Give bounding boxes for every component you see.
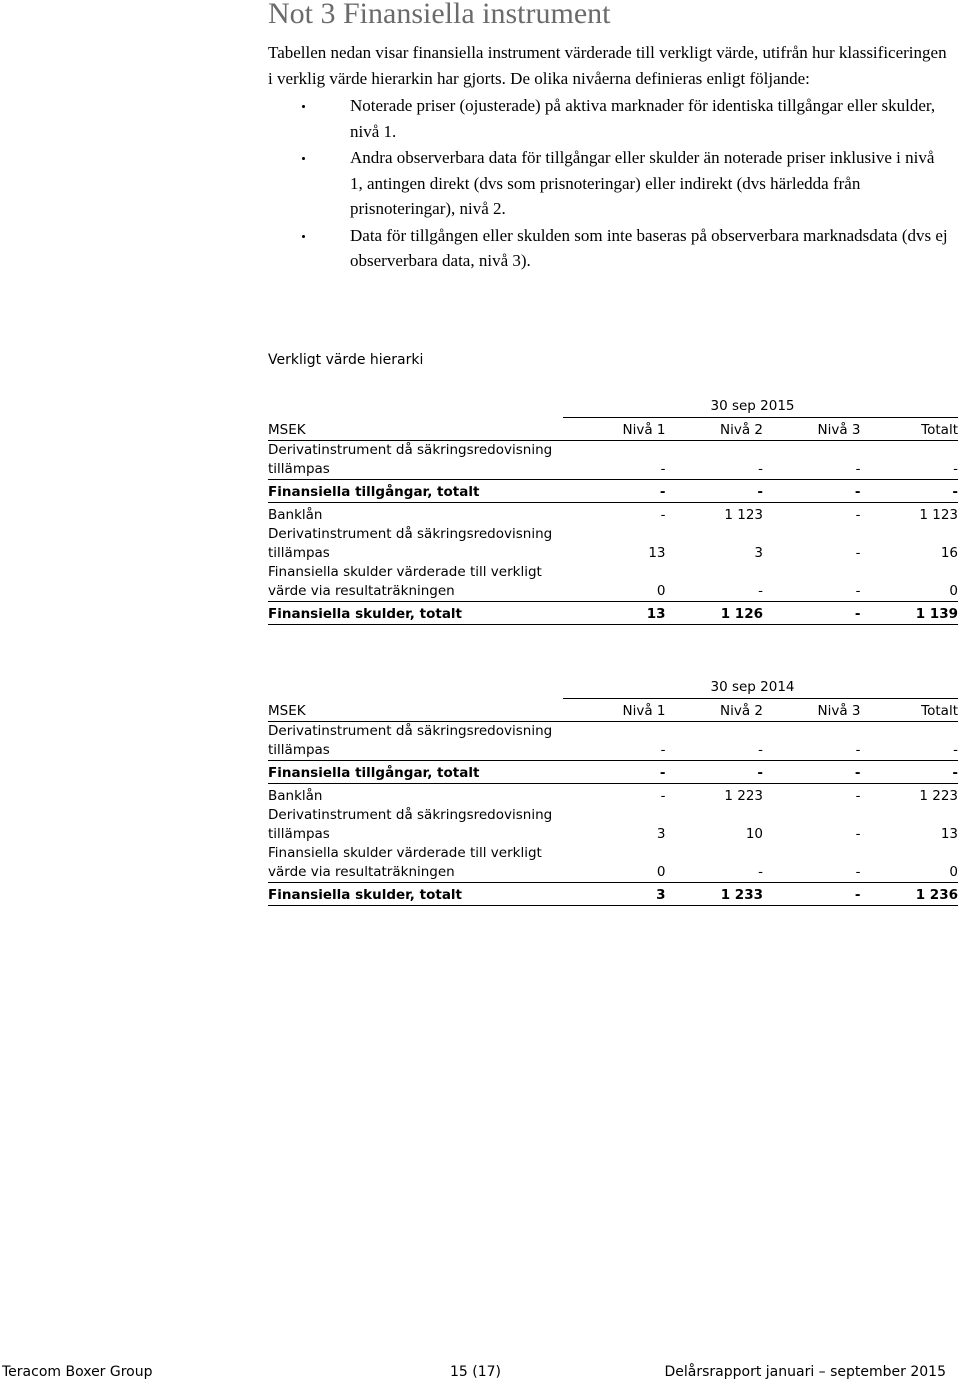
cell: 0 bbox=[949, 583, 958, 599]
cell: - bbox=[660, 461, 666, 477]
bullet-icon bbox=[302, 157, 305, 160]
bullet-icon bbox=[302, 105, 305, 108]
cell: 13 bbox=[648, 545, 666, 561]
cell: 1 233 bbox=[720, 887, 763, 903]
footer-report-title: Delårsrapport januari – september 2015 bbox=[664, 1364, 946, 1380]
row-label: Derivatinstrument då säkringsredovisning tillämpas bbox=[268, 442, 553, 477]
row-label: Derivatinstrument då säkringsredovisning tillämpas bbox=[268, 526, 553, 561]
table-row bbox=[268, 525, 958, 563]
cell: - bbox=[855, 545, 861, 561]
row-label: Finansiella skulder, totalt bbox=[268, 887, 463, 903]
header-cell: Nivå 2 bbox=[720, 422, 763, 438]
row-label: Finansiella skulder värderade till verkligt värde via resultaträkningen bbox=[268, 845, 542, 880]
cell: - bbox=[855, 826, 861, 842]
header-cell: Totalt bbox=[921, 703, 958, 719]
cell: 1 123 bbox=[919, 507, 958, 523]
cell: 1 223 bbox=[919, 788, 958, 804]
table-row bbox=[268, 503, 958, 525]
cell: - bbox=[660, 788, 666, 804]
table-date-header: 30 sep 2014 bbox=[563, 677, 958, 699]
intro-paragraph: Tabellen nedan visar finansiella instrument värderade till verkligt värde, utifrån hur klassificeringen i verklig värde hierarkin har gjorts. De olika nivåerna definieras enligt följande: bbox=[268, 43, 947, 88]
table-row bbox=[268, 441, 958, 480]
cell: - bbox=[854, 606, 861, 622]
cell: - bbox=[953, 742, 958, 758]
table-row bbox=[268, 722, 958, 761]
cell: - bbox=[854, 765, 861, 781]
header-cell: Nivå 2 bbox=[720, 703, 763, 719]
cell: 1 123 bbox=[724, 507, 763, 523]
bullet-item bbox=[350, 223, 948, 274]
cell: 0 bbox=[656, 583, 666, 599]
footer-page-number: 15 (17) bbox=[450, 1364, 502, 1380]
cell: - bbox=[952, 765, 958, 781]
table-row bbox=[268, 563, 958, 602]
row-label: Finansiella tillgångar, totalt bbox=[268, 765, 480, 781]
cell: - bbox=[660, 507, 666, 523]
cell: - bbox=[855, 742, 861, 758]
cell: - bbox=[855, 864, 861, 880]
table-title: Verkligt värde hierarki bbox=[268, 352, 424, 368]
cell: - bbox=[757, 765, 763, 781]
table-total-row bbox=[268, 761, 958, 784]
row-label: Derivatinstrument då säkringsredovisning tillämpas bbox=[268, 723, 553, 758]
table-row bbox=[268, 806, 958, 844]
cell: - bbox=[659, 484, 666, 500]
cell: - bbox=[855, 788, 861, 804]
page-footer bbox=[0, 1362, 960, 1382]
cell: 1 223 bbox=[724, 788, 763, 804]
row-label: Banklån bbox=[268, 788, 323, 804]
cell: - bbox=[758, 742, 763, 758]
cell: 1 236 bbox=[915, 887, 958, 903]
cell: - bbox=[855, 461, 861, 477]
row-label: Banklån bbox=[268, 507, 323, 523]
footer-company: Teracom Boxer Group bbox=[2, 1364, 153, 1380]
cell: - bbox=[757, 484, 763, 500]
cell: 3 bbox=[656, 887, 666, 903]
cell: - bbox=[855, 583, 861, 599]
cell: 3 bbox=[656, 826, 666, 842]
header-cell: Nivå 3 bbox=[817, 703, 861, 719]
cell: - bbox=[854, 887, 861, 903]
table-total-row bbox=[268, 883, 958, 906]
level-definition-list bbox=[268, 93, 948, 274]
bullet-item bbox=[350, 93, 948, 144]
cell: - bbox=[660, 742, 666, 758]
table-row bbox=[268, 844, 958, 883]
bullet-item bbox=[350, 145, 948, 222]
table-row bbox=[268, 784, 958, 806]
cell: - bbox=[855, 507, 861, 523]
cell: - bbox=[758, 461, 763, 477]
cell: 3 bbox=[754, 545, 763, 561]
cell: 1 139 bbox=[915, 606, 958, 622]
header-cell: Nivå 1 bbox=[622, 422, 666, 438]
header-cell: Totalt bbox=[921, 422, 958, 438]
row-label: Finansiella tillgångar, totalt bbox=[268, 484, 480, 500]
table-total-row bbox=[268, 480, 958, 503]
fair-value-table-2014 bbox=[268, 677, 958, 906]
cell: 0 bbox=[949, 864, 958, 880]
header-cell: MSEK bbox=[268, 422, 306, 438]
row-label: Derivatinstrument då säkringsredovisning tillämpas bbox=[268, 807, 553, 842]
bullet-text: Andra observerbara data för tillgångar eller skulder än noterade priser inklusive i nivå 1, antingen direkt (dvs som prisnoteringar) eller indirekt (dvs härledda från prisnoteringar), nivå 2. bbox=[350, 148, 935, 218]
cell: - bbox=[758, 864, 763, 880]
header-cell: Nivå 3 bbox=[817, 422, 861, 438]
bullet-text: Data för tillgången eller skulden som inte baseras på observerbara marknadsdata (dvs ej observerbara data, nivå 3). bbox=[350, 225, 948, 270]
row-label: Finansiella skulder, totalt bbox=[268, 606, 463, 622]
cell: 10 bbox=[745, 826, 763, 842]
header-cell: Nivå 1 bbox=[622, 703, 666, 719]
intro-section bbox=[268, 40, 948, 275]
table-header-row bbox=[268, 699, 958, 722]
cell: 16 bbox=[940, 545, 958, 561]
fair-value-table-2015 bbox=[268, 396, 958, 625]
header-cell: MSEK bbox=[268, 703, 306, 719]
cell: - bbox=[953, 461, 958, 477]
page-heading: Not 3 Finansiella instrument bbox=[268, 0, 611, 30]
table-total-row bbox=[268, 602, 958, 625]
bullet-icon bbox=[302, 235, 305, 238]
cell: 0 bbox=[656, 864, 666, 880]
cell: 1 126 bbox=[720, 606, 763, 622]
cell: 13 bbox=[646, 606, 666, 622]
table-date-header: 30 sep 2015 bbox=[563, 396, 958, 418]
cell: - bbox=[854, 484, 861, 500]
row-label: Finansiella skulder värderade till verkligt värde via resultaträkningen bbox=[268, 564, 542, 599]
bullet-text: Noterade priser (ojusterade) på aktiva marknader för identiska tillgångar eller skulder, nivå 1. bbox=[350, 96, 936, 141]
cell: - bbox=[952, 484, 958, 500]
cell: - bbox=[659, 765, 666, 781]
cell: 13 bbox=[940, 826, 958, 842]
cell: - bbox=[758, 583, 763, 599]
table-header-row bbox=[268, 418, 958, 441]
